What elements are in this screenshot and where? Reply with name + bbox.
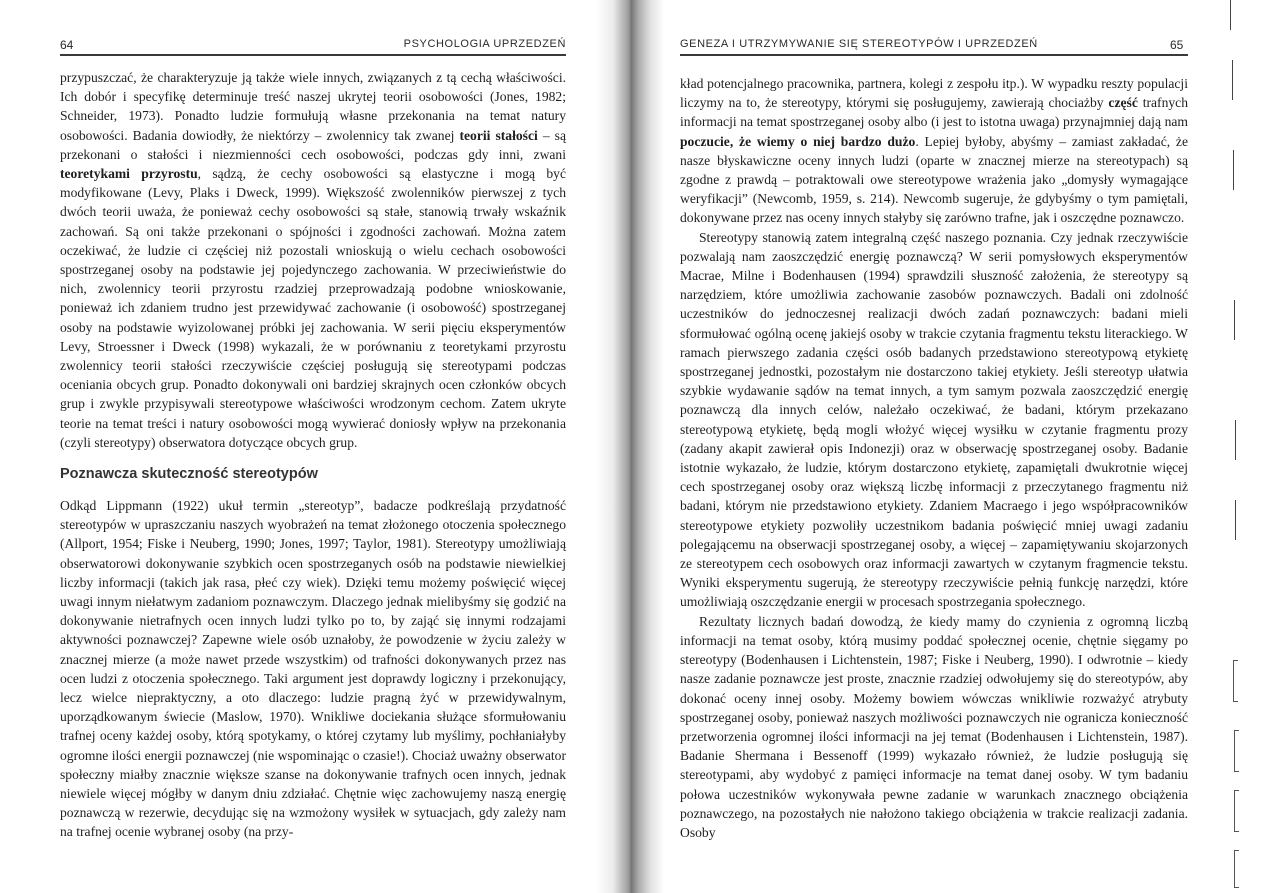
- book-spine-shadow: [596, 0, 664, 893]
- page-number-left: 64: [60, 38, 74, 52]
- scan-margin-mark: [1235, 500, 1236, 540]
- running-head-right: GENEZA I UTRZYMYWANIE SIĘ STEREOTYPÓW I UPRZEDZEŃ: [680, 38, 1038, 50]
- right-page: [660, 0, 1264, 893]
- left-page: [0, 0, 600, 893]
- page-number-right: 65: [1170, 38, 1184, 52]
- running-head-left: PSYCHOLOGIA UPRZEDZEŃ: [403, 38, 566, 50]
- scan-margin-mark: [1235, 420, 1236, 460]
- scan-margin-mark: [1234, 300, 1235, 340]
- scan-margin-mark: [1232, 60, 1233, 100]
- scan-margin-bracket: [1234, 790, 1239, 832]
- scan-margin-mark: [1233, 150, 1234, 190]
- header-rule-right: [680, 54, 1188, 56]
- header-rule-left: [60, 54, 566, 56]
- scan-margin-bracket: [1234, 730, 1239, 772]
- left-paragraph-2: Odkąd Lippmann (1922) ukuł termin „stereotyp”, badacze podkreślają przydatność stereotypów w upraszczaniu naszych wyobrażeń na temat złożonego otoczenia społecznego (Allport, 1954; Fiske i Neuberg, 1990; Jones, 1997; Taylor, 1981). Stereotypy umożliwiają obserwatorowi dokonywanie szybkich ocen spostrzeganych osób na podstawie niewielkiej liczby informacji (takich jak rasa, płeć czy wiek). Dzięki temu możemy poświęcić więcej uwagi innym niełatwym zadaniom poznawczym. Dlaczego jednak mielibyśmy się godzić na dokonywanie nietrafnych ocen innych ludzi tylko po to, by zająć się innymi rodzajami aktywności poznawczej? Zapewne wiele osób uznałoby, że powodzenie w życiu zależy w znacznej mierze (a może nawet przede wszystkim) od trafności dokonywanych przez nas ocen ludzi z otoczenia społecznego. Taki argument jest doprawdy logiczny i przekonujący, lecz wielce niepraktyczny, a oto dlaczego: ludzie pragną żyć w przewidywalnym, uporządkowanym świecie (Maslow, 1970). Wnikliwe dociekania służące sformułowaniu trafnej oceny każdej osoby, którą spotykamy, o której czytamy lub myślimy, pochłaniałyby ogromne ilości energii poznawczej (nie wspominając o czasie!). Chociaż uważny obserwator społeczny miałby znacznie większe szanse na dokonywanie trafnych ocen innych, jednak niewiele więcej mógłby w danym dniu zdziałać. Chętnie więc zachowujemy naszą energię poznawczą w rezerwie, decydując się na wzmożony wysiłek w sytuacjach, gdy zależy nam na trafnej ocenie wybranej osoby (na przy-: [60, 498, 566, 840]
- scan-margin-bracket: [1234, 850, 1239, 888]
- scan-margin-bracket: [1233, 660, 1238, 702]
- left-paragraph-1: przypuszczać, że charakteryzuje ją także wiele innych, związanych z tą cechą właściwości. Ich dobór i specyfikę determinuje treść naszej ukrytej teorii osobowości (Jones, 1982; Schneider, 1973). Ponadto ludzie formułują własne przekonania na temat natury osobowości. Badania dowiodły, że niektórzy – zwolennicy tak zwanej teorii stałości – są przekonani o stałości i niezmienności cech osobowości, podczas gdy inni, zwani teoretykami przyrostu, sądzą, że cechy osobowości są elastyczne i mogą być modyfikowane (Levy, Plaks i Dweck, 1999). Większość zwolenników pierwszej z tych dwóch teorii uważa, że ponieważ cechy osobowości są stałe, stanowią trwały wskaźnik zachowań. Są oni także przekonani o spójności i zgodności zachowań. Można zatem oczekiwać, że ludzie ci częściej niż pozostali wnioskują o wielu cechach osobowości spostrzeganej osoby na podstawie jej pojedynczego zachowania. W przeciwieństwie do nich, zwolennicy teorii przyrostu rzadziej przeprowadzają podobne wnioskowanie, ponieważ ich zdaniem trudno jest przewidywać zachowanie (i osobowość) spostrzeganej osoby na podstawie wyizolowanej próbki jej zachowania. W serii pięciu eksperymentów Levy, Stroessner i Dweck (1998) wykazali, że w porównaniu z teoretykami przyrostu zwolennicy teorii stałości rzeczywiście częściej posługują się stereotypami podczas oceniania obcych grup. Ponadto dokonywali oni bardziej skrajnych ocen członków obcych grup i zwykle przypisywali stereotypowe właściwości wrodzonym cechom. Zatem ukryte teorie na temat treści i natury osobowości mogą wywierać doniosły wpływ na przekonania (czyli stereotypy) obserwatora dotyczące obcych grup.: [60, 70, 566, 450]
- scan-margin-mark: [1230, 0, 1231, 30]
- right-paragraphs: kład potencjalnego pracownika, partnera, kolegi z zespołu itp.). W wypadku reszty populacji liczymy na to, że stereotypy, którymi się posługujemy, zawierają chociażby część trafnych informacji na temat spostrzeganej osoby albo (i jest to istotna uwaga) przynajmniej dają nam poczucie, że wiemy o niej bardzo dużo. Lepiej byłoby, abyśmy – zamiast zakładać, że nasze błyskawiczne oceny innych ludzi (oparte w znacznej mierze na stereotypach) są zgodne z prawdą – potraktowali owe stereotypowe wrażenia jako „domysły wymagające weryfikacji” (Newcomb, 1959, s. 214). Newcomb sugeruje, że gdybyśmy o tym pamiętali, dokonywane przez nas oceny innych stałyby się zarówno trafne, jak i oszczędne poznawczo. Stereotypy stanowią zatem integralną część naszego poznania. Czy jednak rzeczywiście pozwalają nam zaoszczędzić energię poznawczą? W serii pomysłowych eksperymentów Macrae, Milne i Bodenhausen (1994) sprawdzili słuszność założenia, że stereotypy są narzędziem, które umożliwia zachowanie zasobów poznawczych. Badali oni zdolność uczestników do jednoczesnej realizacji dwóch zadań poznawczych: badani mieli sformułować ogólną ocenę jakiejś osoby w trakcie czytania fragmentu tekstu literackiego. W ramach pierwszego zadania części osób badanych przedstawiono stereotypową etykietę spostrzeganej jednostki, pozostałym nie dostarczono takiej etykiety. Jeśli stereotyp ułatwia szybkie wydawanie sądów na temat innych, a tym samym pozwala zaoszczędzić energię poznawczą dla innych celów, należało oczekiwać, że badani, którym przekazano stereotypową etykietę, będą mogli włożyć więcej wysiłku w czytanie fragmentu prozy (zadany akapit zawierał opis Indonezji) oraz w obserwację spostrzeganej osoby. Badanie istotnie wykazało, że ludzie, którym dostarczono etykietę, zapamiętali dwukrotnie więcej cech spostrzeganej osoby oraz większą liczbę informacji z przeczytanego fragmentu niż badani, którym nie przedstawiono etykiety. Zdaniem Macraego i jego współpracowników stereotypowe etykiety pozwoliły uczestnikom badania poświęcić mniej uwagi zadaniu polegającemu na obserwacji spostrzeganej osoby, a więcej – zapamiętywaniu skojarzonych ze stereotypem cech osobowych oraz informacji zawartych w czytanym fragmencie tekstu. Wyniki eksperymentu sugerują, że stereotypy rzeczywiście pełnią funkcję narzędzi, które umożliwiają oszczędzanie energii w procesach spostrzegania społecznego. Rezultaty licznych badań dowodzą, że kiedy mamy do czynienia z ogromną liczbą informacji na temat osoby, którą musimy poddać społecznej ocenie, chętnie sięgamy po stereotypy (Bodenhausen i Lichtenstein, 1987; Fiske i Neuberg, 1990). I odwrotnie – kiedy nasze zadanie poznawcze jest proste, znacznie rzadziej odwołujemy się do stereotypów, aby dokonać oceny innej osoby. Możemy bowiem wówczas wnikliwie rozważyć atrybuty spostrzeganej osoby, ponieważ naszych możliwości poznawczych nie ogranicza konieczność przetworzenia ogromnej ilości informacji na jej temat (Bodenhausen i Lichtenstein, 1987). Badanie Shermana i Bessenoff (1999) wykazało również, że ludzie posługują się stereotypami, aby wydobyć z pamięci informacje na temat danej osoby. W tym badaniu połowa uczestników wykonywała pewne zadanie w warunkach znacznego obciążenia poznawczego, na pozostałych nie nałożono takiego obciążenia w trakcie realizacji zadania. Osoby: [680, 76, 1189, 840]
- section-heading: Poznawcza skuteczność stereotypów: [60, 466, 318, 482]
